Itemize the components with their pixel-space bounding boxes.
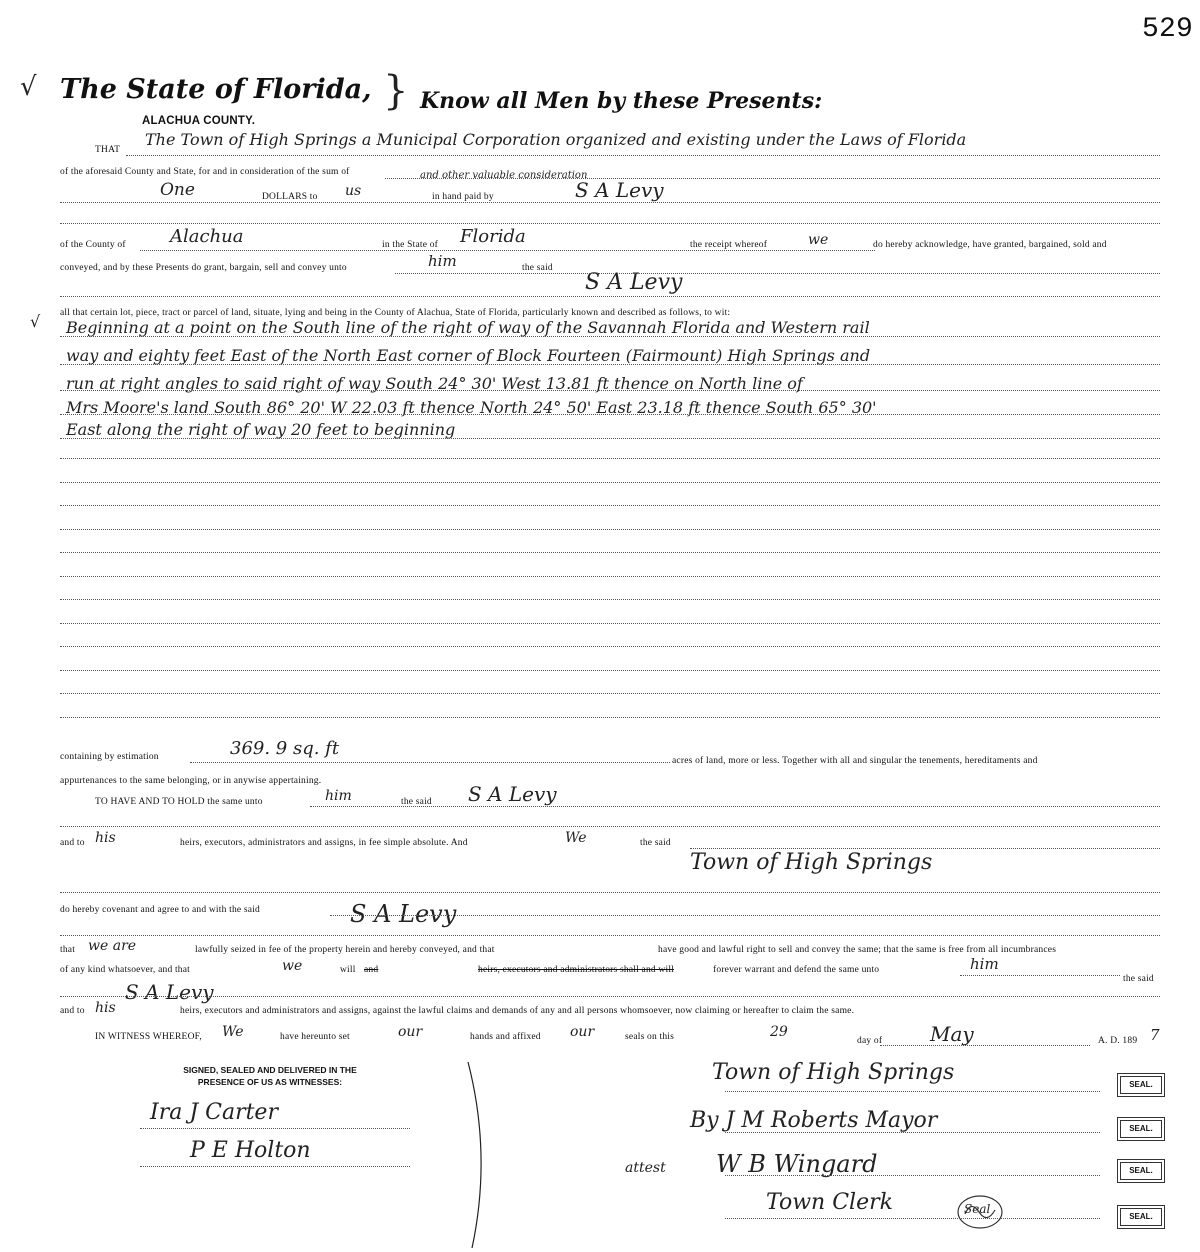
description-rule bbox=[60, 390, 1160, 391]
covenant-we-are: we are bbox=[88, 938, 137, 954]
grantee-state: Florida bbox=[460, 226, 526, 247]
rule bbox=[60, 826, 1160, 827]
habendum-said2-label: the said bbox=[640, 838, 671, 848]
warrant-text: forever warrant and defend the same unto bbox=[713, 965, 880, 975]
description-rule bbox=[60, 482, 1160, 483]
rule bbox=[60, 996, 1160, 997]
covenant-name: S A Levy bbox=[350, 900, 457, 928]
seal-box: SEAL. bbox=[1120, 1208, 1162, 1226]
appurtenances-text: appurtenances to the same belonging, or in anywise appertaining. bbox=[60, 776, 322, 786]
heirs-claims-text: heirs, executors and administrators and assigns, against the lawful claims and demands of any and all persons whomsoever, now claiming or hereafter to claim the same. bbox=[180, 1006, 855, 1016]
and-to-label: and to bbox=[60, 838, 85, 848]
description-rule bbox=[60, 623, 1160, 624]
description-line: way and eighty feet East of the North East corner of Block Fourteen (Fairmount) High Springs and bbox=[66, 346, 871, 365]
description-rule bbox=[60, 717, 1160, 718]
habendum-his: his bbox=[95, 830, 116, 846]
rule bbox=[60, 223, 1160, 224]
seals-label: seals on this bbox=[625, 1032, 675, 1042]
receipt-pronoun: we bbox=[808, 232, 829, 248]
grantor-signature: Town of High Springs bbox=[712, 1060, 955, 1085]
rule bbox=[60, 202, 1160, 203]
witness-month: May bbox=[930, 1022, 974, 1046]
grantee-county: Alachua bbox=[170, 226, 244, 247]
seal-box: SEAL. bbox=[1120, 1120, 1162, 1138]
mayor-signature: By J M Roberts Mayor bbox=[690, 1108, 938, 1133]
document-title: The State of Florida, bbox=[60, 74, 372, 105]
acknowledge-text: do hereby acknowledge, have granted, bargained, sold and bbox=[873, 240, 1107, 250]
covenant-grantee-name: S A Levy bbox=[125, 980, 214, 1004]
containing-label: containing by estimation bbox=[60, 752, 159, 762]
description-rule bbox=[60, 414, 1160, 415]
rule bbox=[60, 892, 1160, 893]
rule bbox=[140, 1128, 410, 1129]
grantee-pronoun: him bbox=[428, 252, 457, 270]
the-said-label: the said bbox=[522, 263, 553, 273]
description-rule bbox=[60, 336, 1160, 337]
in-witness-label: IN WITNESS WHEREOF, bbox=[95, 1032, 202, 1042]
payer-name: S A Levy bbox=[575, 178, 664, 202]
rule bbox=[725, 1218, 1100, 1219]
witness-heading-1: SIGNED, SEALED AND DELIVERED IN THE bbox=[183, 1065, 357, 1075]
acres-text: acres of land, more or less. Together with all and singular the tenements, hereditaments and bbox=[672, 756, 1038, 766]
habendum-pronoun: him bbox=[325, 788, 352, 804]
rule bbox=[190, 762, 670, 763]
presents-heading: Know all Men by these Presents: bbox=[420, 88, 823, 114]
covenant-text: do hereby covenant and agree to and with the said bbox=[60, 905, 260, 915]
description-check: √ bbox=[30, 312, 41, 331]
and-struck: and bbox=[364, 965, 379, 975]
clerk-signature: W B Wingard bbox=[716, 1150, 878, 1178]
covenant-his: his bbox=[95, 1000, 116, 1016]
description-line: run at right angles to said right of way South 24° 30' West 13.81 ft thence on North line of bbox=[66, 374, 803, 393]
header-brace: } bbox=[383, 68, 409, 114]
seized-text: lawfully seized in fee of the property herein and hereby conveyed, and that bbox=[195, 945, 495, 955]
description-line: Beginning at a point on the South line of the right of way of the Savannah Florida and Western rail bbox=[66, 318, 870, 337]
rule bbox=[126, 155, 1160, 156]
witness-day: 29 bbox=[770, 1024, 788, 1040]
rule bbox=[310, 806, 1160, 807]
rule bbox=[725, 1091, 1100, 1092]
habendum-grantor: Town of High Springs bbox=[690, 850, 933, 875]
rule bbox=[690, 848, 1160, 849]
county-state-text: of the aforesaid County and State, for and in consideration of the sum of bbox=[60, 167, 350, 177]
good-right-text: have good and lawful right to sell and convey the same; that the same is free from all incumbrances bbox=[658, 945, 1057, 955]
receipt-label: the receipt whereof bbox=[690, 240, 768, 250]
covenant-him: him bbox=[970, 955, 999, 973]
consideration-pronoun: us bbox=[345, 183, 362, 199]
description-line: East along the right of way 20 feet to beginning bbox=[66, 420, 456, 439]
conveyed-text: conveyed, and by these Presents do grant, bargain, sell and convey unto bbox=[60, 263, 347, 273]
consideration-interline: and other valuable consideration bbox=[420, 170, 588, 181]
heirs-struck: heirs, executors and administrators shall and will bbox=[478, 965, 674, 975]
witness-signature-1: Ira J Carter bbox=[150, 1100, 278, 1125]
habendum-we: We bbox=[565, 830, 587, 846]
habendum-said-label: the said bbox=[401, 797, 432, 807]
rule bbox=[140, 250, 875, 251]
covenant-we: we bbox=[282, 958, 303, 974]
description-rule bbox=[60, 529, 1160, 530]
rule bbox=[880, 1045, 1090, 1046]
and-to-label-2: and to bbox=[60, 1006, 85, 1016]
of-county-label: of the County of bbox=[60, 240, 126, 250]
that-label: THAT bbox=[95, 145, 121, 155]
description-line: Mrs Moore's land South 86° 20' W 22.03 ft thence North 24° 50' East 23.18 ft thence South 65° 30' bbox=[66, 398, 877, 417]
description-rule bbox=[60, 576, 1160, 577]
will-label: will bbox=[340, 965, 356, 975]
habendum-name: S A Levy bbox=[468, 782, 557, 806]
attest-label: attest bbox=[625, 1160, 666, 1176]
to-have-label: TO HAVE AND TO HOLD the same unto bbox=[95, 797, 263, 807]
description-rule bbox=[60, 505, 1160, 506]
rule bbox=[60, 296, 1160, 297]
witness-we: We bbox=[222, 1024, 244, 1040]
page-number: 529 bbox=[1142, 14, 1194, 45]
that-label-2: that bbox=[60, 945, 76, 955]
rule bbox=[725, 1132, 1100, 1133]
witness-our2: our bbox=[570, 1024, 595, 1040]
witness-divider bbox=[462, 1060, 502, 1250]
dollars-to-label: DOLLARS to bbox=[262, 192, 318, 202]
heirs-text: heirs, executors, administrators and assigns, in fee simple absolute. And bbox=[180, 838, 468, 848]
description-rule bbox=[60, 646, 1160, 647]
seal-box: SEAL. bbox=[1120, 1162, 1162, 1180]
rule bbox=[330, 915, 1160, 916]
clerk-title: Town Clerk bbox=[766, 1190, 893, 1215]
ad-label: A. D. 189 bbox=[1098, 1036, 1138, 1046]
grantor-name: The Town of High Springs a Municipal Corporation organized and existing under the Laws of Florida bbox=[145, 130, 967, 149]
grantee-name: S A Levy bbox=[585, 270, 683, 295]
witness-signature-2: P E Holton bbox=[190, 1138, 311, 1163]
area-value: 369. 9 sq. ft bbox=[230, 738, 340, 759]
rule bbox=[140, 1166, 410, 1167]
day-of-label: day of bbox=[857, 1036, 883, 1046]
witness-our: our bbox=[398, 1024, 423, 1040]
consideration-amount: One bbox=[160, 180, 195, 200]
hereunto-label: have hereunto set bbox=[280, 1032, 350, 1042]
description-rule bbox=[60, 364, 1160, 365]
rule bbox=[725, 1175, 1100, 1176]
rule bbox=[60, 935, 1160, 936]
witness-year: 7 bbox=[1150, 1026, 1160, 1044]
description-rule bbox=[60, 458, 1160, 459]
rule bbox=[395, 273, 1160, 274]
witness-heading-2: PRESENCE OF US AS WITNESSES: bbox=[197, 1077, 343, 1087]
description-intro: all that certain lot, piece, tract or parcel of land, situate, lying and being in the County of Alachua, State of Florida, particularly known and described as follows, to wit: bbox=[60, 308, 731, 318]
description-rule bbox=[60, 670, 1160, 671]
rule bbox=[960, 975, 1120, 976]
covenant-said-label: the said bbox=[1123, 974, 1154, 984]
checkmark: √ bbox=[20, 72, 37, 102]
town-seal-text: Seal bbox=[964, 1202, 991, 1216]
any-kind-text: of any kind whatsoever, and that bbox=[60, 965, 191, 975]
description-rule bbox=[60, 438, 1160, 439]
county-heading: ALACHUA COUNTY. bbox=[142, 115, 256, 127]
rule bbox=[385, 178, 1160, 179]
in-state-label: in the State of bbox=[382, 240, 439, 250]
seal-box: SEAL. bbox=[1120, 1076, 1162, 1094]
paid-by-label: in hand paid by bbox=[432, 192, 494, 202]
description-rule bbox=[60, 599, 1160, 600]
hands-label: hands and affixed bbox=[470, 1032, 541, 1042]
description-rule bbox=[60, 693, 1160, 694]
description-rule bbox=[60, 552, 1160, 553]
